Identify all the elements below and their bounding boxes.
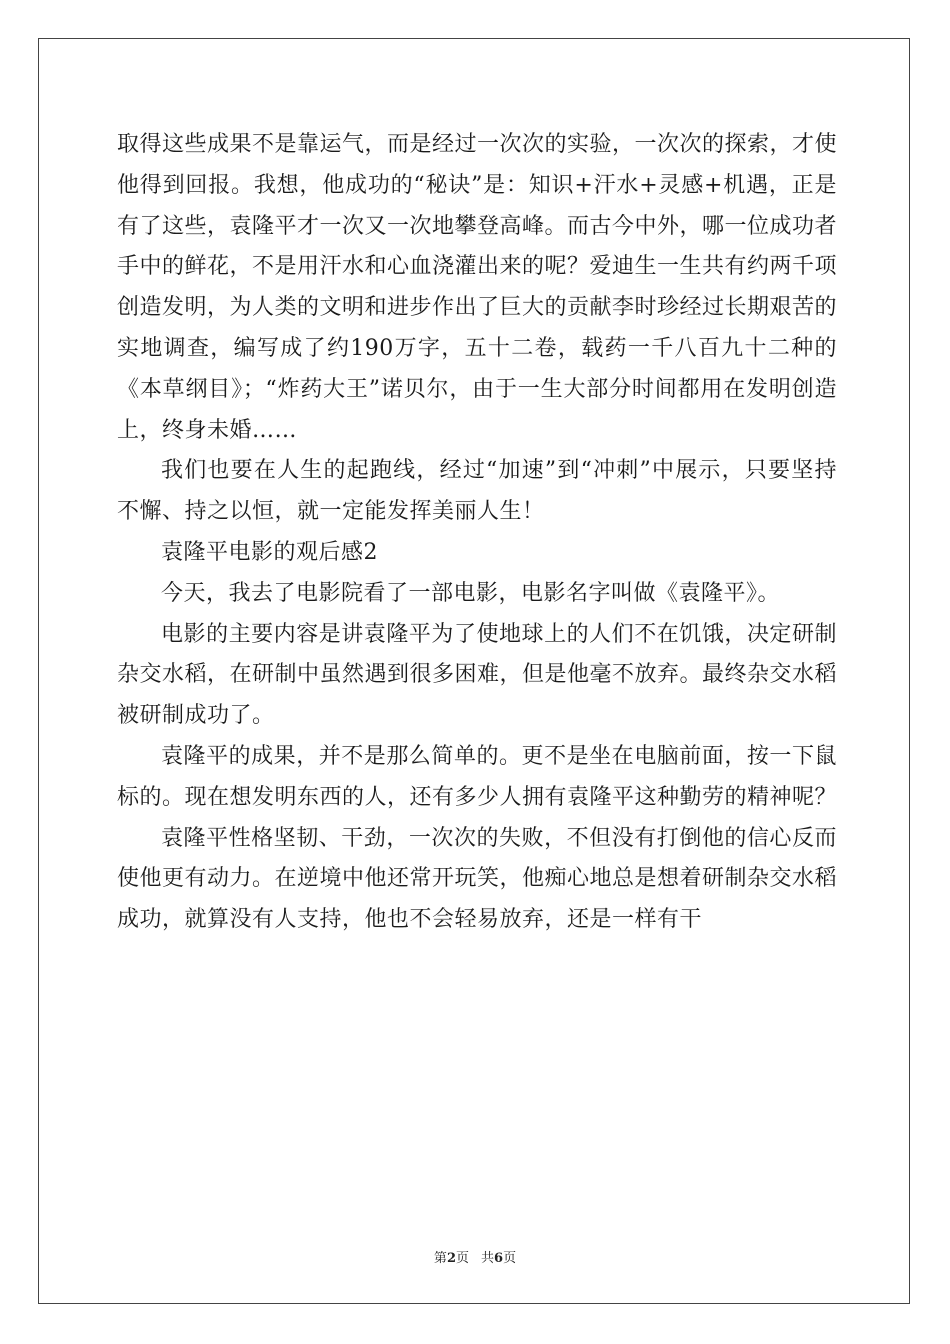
paragraph-intro: 今天，我去了电影院看了一部电影，电影名字叫做《袁隆平》。 [161, 580, 781, 606]
document-body [117, 125, 837, 941]
page-suffix: 页 [455, 1251, 469, 1266]
paragraph-reflection: 袁隆平的成果，并不是那么简单的。更不是坐在电脑前面，按一下鼠标的。现在想发明东西的人，还有多少人拥有袁隆平这种勤劳的精神呢？ [117, 743, 838, 810]
paragraph-summary: 电影的主要内容是讲袁隆平为了使地球上的人们不在饥饿，决定研制杂交水稻，在研制中虽然遇到很多困难，但是他毫不放弃。最终杂交水稻被研制成功了。 [117, 621, 838, 729]
current-page-number: 2 [446, 1251, 456, 1266]
page-footer [0, 1247, 950, 1266]
total-page-number: 6 [494, 1251, 504, 1266]
paragraph-continuation: 取得这些成果不是靠运气，而是经过一次次的实验，一次次的探索，才使他得到回报。我想，他成功的“秘诀”是：知识+汗水+灵感+机遇，正是有了这些，袁隆平才一次又一次地攀登高峰。而古今中外，哪一位成功者手中的鲜花，不是用汗水和心血浇灌出来的呢？爱迪生一生共有约两千项创造发明，为人类的文明和进步作出了巨大的贡献李时珍经过长期艰苦的实地调查，编写成了约190万字，五十二卷，载药一千八百九十二种的《本草纲目》；“炸药大王”诺贝尔，由于一生大部分时间都用在发明创造上，终身未婚…… [117, 132, 838, 443]
section-heading: 袁隆平电影的观后感2 [161, 539, 378, 565]
paragraph-conclusion: 我们也要在人生的起跑线，经过“加速”到“冲刺”中展示，只要坚持不懈、持之以恒，就一定能发挥美丽人生！ [117, 458, 837, 525]
total-suffix: 页 [503, 1251, 517, 1266]
paragraph-character: 袁隆平性格坚韧、干劲，一次次的失败，不但没有打倒他的信心反而使他更有动力。在逆境中他还常开玩笑，他痴心地总是想着研制杂交水稻成功，就算没有人支持，他也不会轻易放弃，还是一样有干 [117, 825, 838, 933]
total-prefix: 共 [481, 1251, 495, 1266]
page-prefix: 第 [433, 1251, 447, 1266]
